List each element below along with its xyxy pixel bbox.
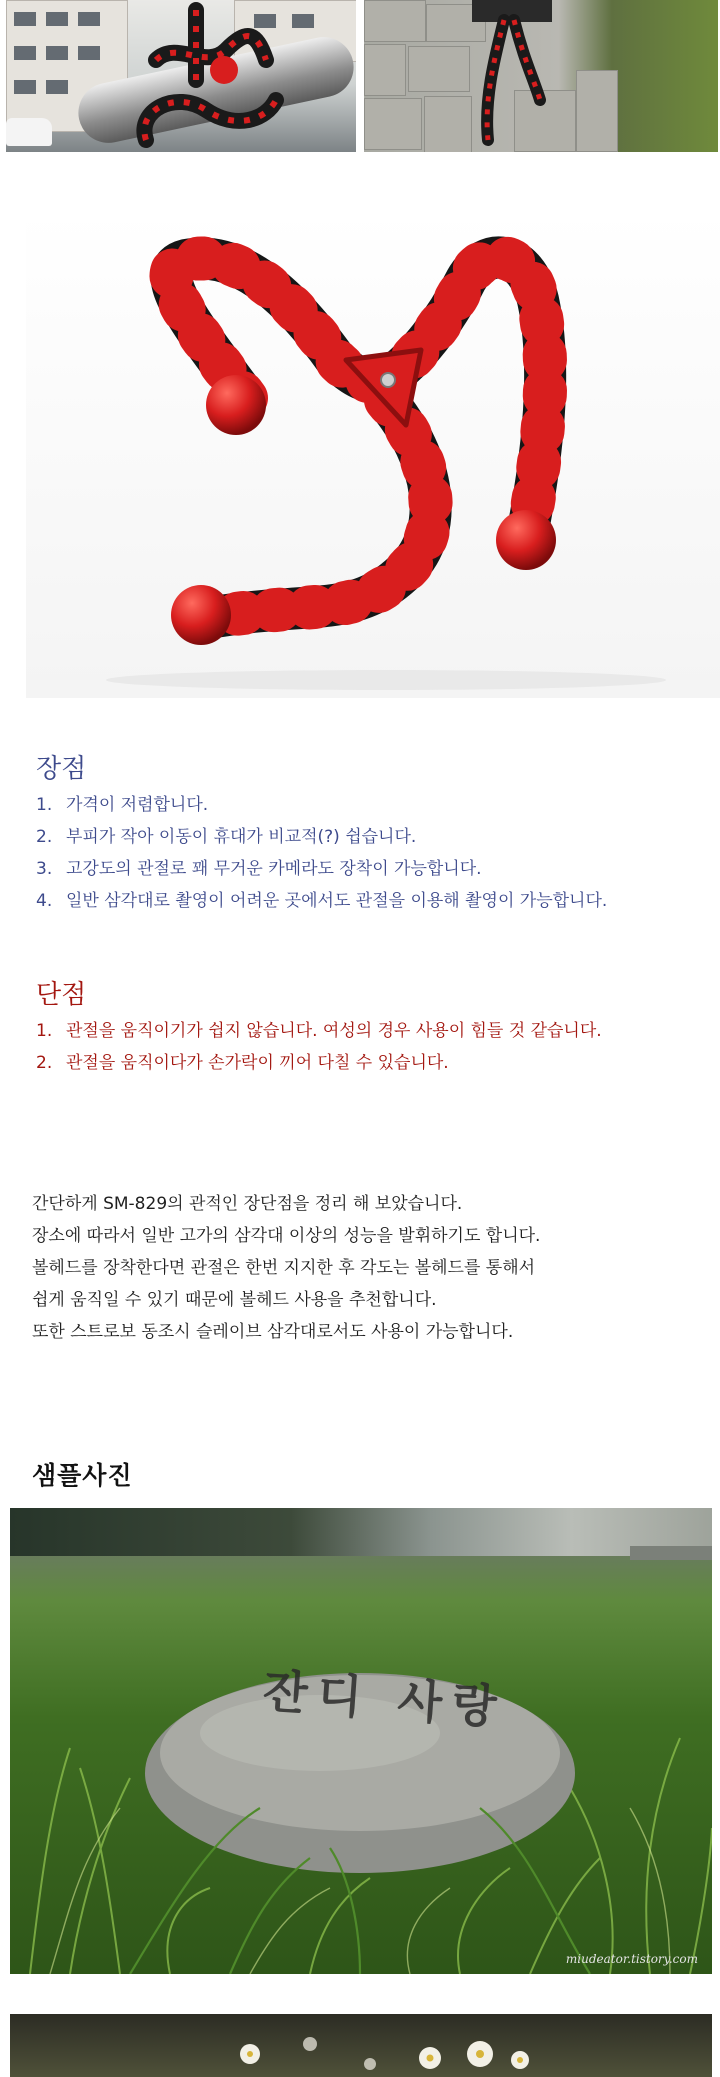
list-item xyxy=(36,885,676,917)
cons-title: 단점 xyxy=(36,980,87,1010)
summary-line: 볼헤드를 장착한다면 관절은 한번 지지한 후 각도는 볼헤드를 통해서 xyxy=(32,1258,536,1278)
list-text: 관절을 움직이기가 쉽지 않습니다. 여성의 경우 사용이 힘들 것 같습니다. xyxy=(66,1021,602,1041)
list-text: 관절을 움직이다가 손가락이 끼어 다칠 수 있습니다. xyxy=(66,1053,449,1073)
gorillapod-icon xyxy=(26,210,720,698)
list-item xyxy=(36,1015,676,1047)
pros-title: 장점 xyxy=(36,754,87,784)
sample-photo-flowers xyxy=(10,2014,712,2077)
list-number: 3. xyxy=(36,859,53,879)
pros-list xyxy=(36,789,676,917)
tripod-wrapped-icon xyxy=(116,0,286,152)
list-text: 고강도의 관절로 꽤 무거운 카메라도 장착이 가능합니다. xyxy=(66,859,482,879)
list-number: 4. xyxy=(36,891,53,911)
list-item xyxy=(36,821,676,853)
list-item xyxy=(36,1047,676,1079)
pros-section xyxy=(36,748,676,917)
watermark: miudeator.tistory.com xyxy=(565,1952,698,1966)
sample-photo-grass-stone xyxy=(10,1508,712,1974)
list-item xyxy=(36,853,676,885)
list-text: 가격이 저렴합니다. xyxy=(66,795,209,815)
list-number: 1. xyxy=(36,1021,53,1041)
sample-heading: 샘플사진 xyxy=(32,1461,133,1490)
daisy-icon xyxy=(10,2014,712,2077)
summary-paragraph xyxy=(32,1188,712,1348)
top-photo-tripod-on-pavement xyxy=(364,0,718,152)
list-item xyxy=(36,789,676,821)
tripod-standing-icon xyxy=(474,0,554,152)
list-number: 2. xyxy=(36,827,53,847)
top-photo-tripod-on-pole xyxy=(6,0,356,152)
list-text: 일반 삼각대로 촬영이 어려운 곳에서도 관절을 이용해 촬영이 가능합니다. xyxy=(66,891,608,911)
stone-engraving: 잔디 사랑 xyxy=(261,1663,509,1735)
list-number: 1. xyxy=(36,795,53,815)
grass-icon xyxy=(10,1508,712,1974)
summary-line: 쉽게 움직일 수 있기 때문에 볼헤드 사용을 추천합니다. xyxy=(32,1290,437,1310)
cons-section xyxy=(36,974,676,1079)
summary-line: 장소에 따라서 일반 고가의 삼각대 이상의 성능을 발휘하기도 합니다. xyxy=(32,1226,541,1246)
list-number: 2. xyxy=(36,1053,53,1073)
list-text: 부피가 작아 이동이 휴대가 비교적(?) 쉽습니다. xyxy=(66,827,417,847)
tripod-product-photo xyxy=(26,210,720,698)
summary-line: 간단하게 SM-829의 관적인 장단점을 정리 해 보았습니다. xyxy=(32,1194,463,1214)
summary-line: 또한 스트로보 동조시 슬레이브 삼각대로서도 사용이 가능합니다. xyxy=(32,1322,514,1342)
cons-list xyxy=(36,1015,676,1079)
